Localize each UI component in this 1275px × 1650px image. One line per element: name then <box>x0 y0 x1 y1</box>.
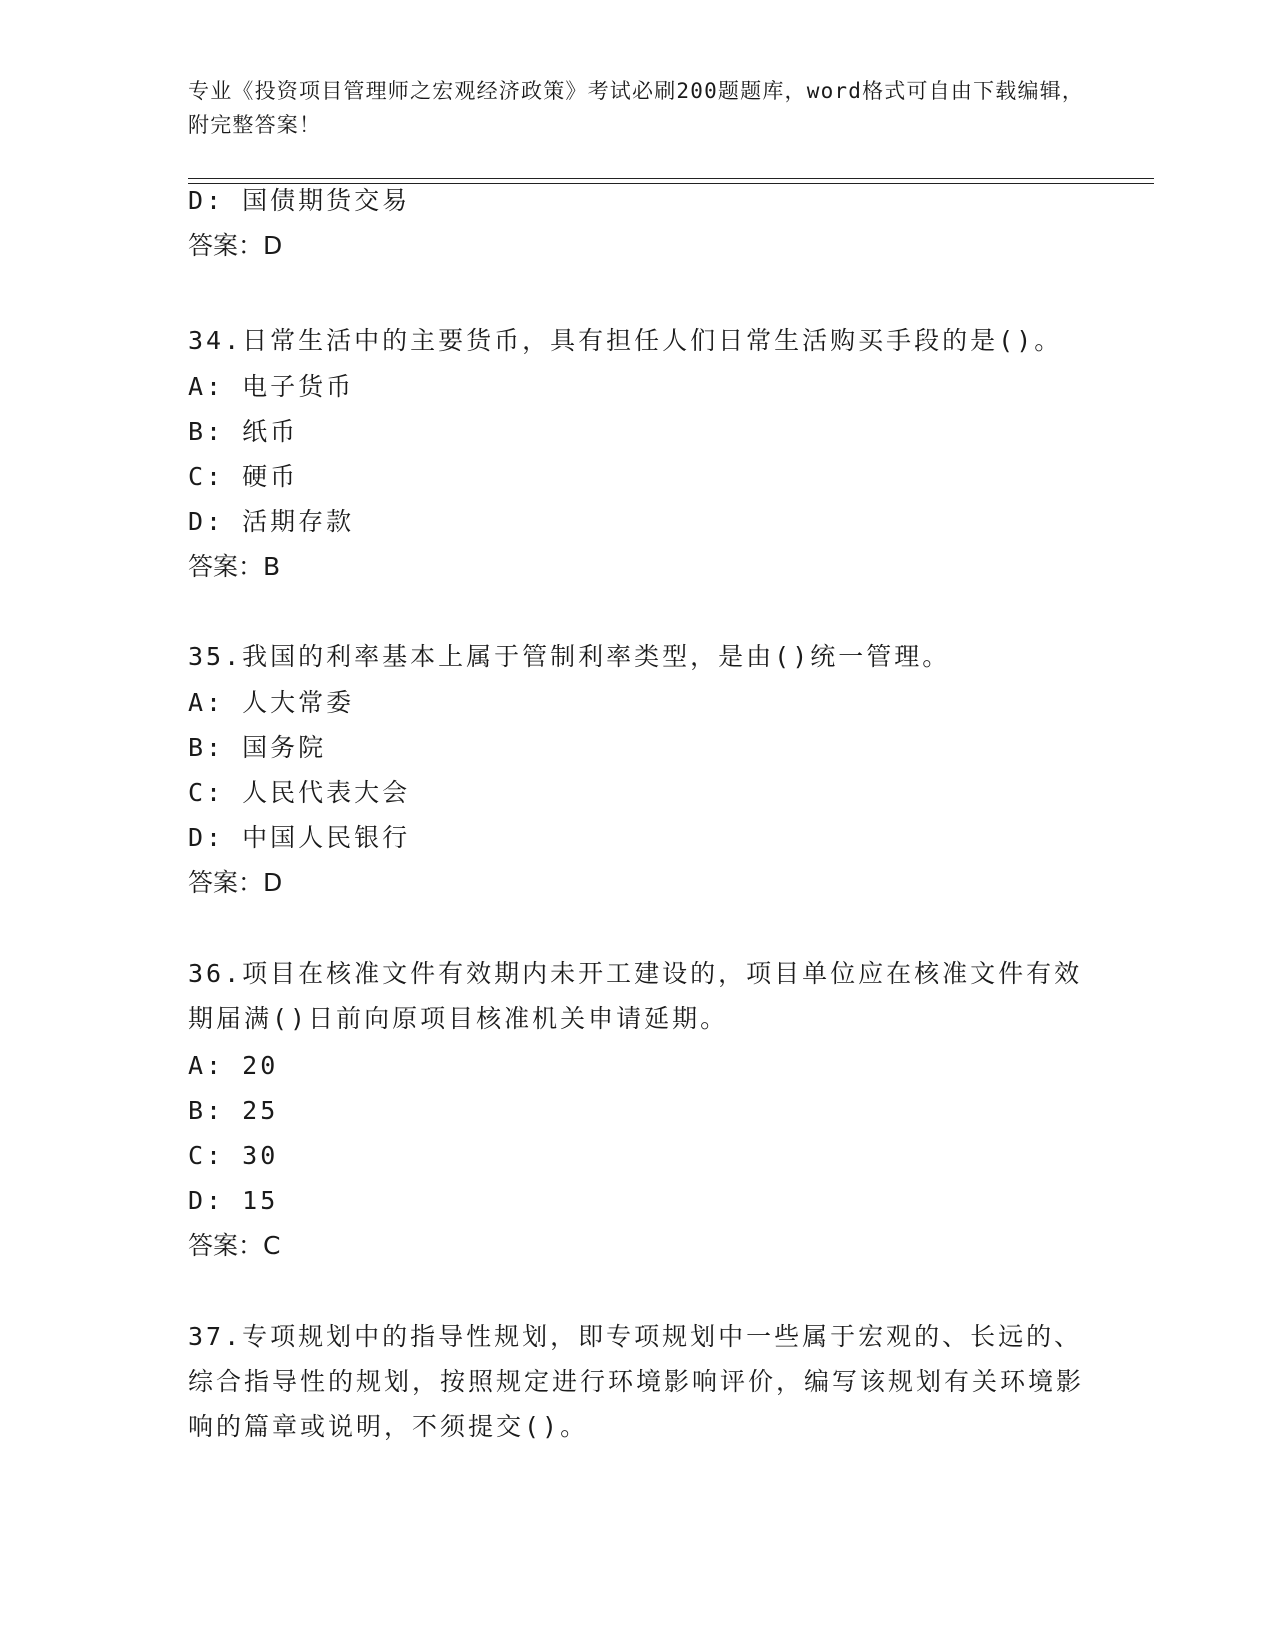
question-stem: 37.专项规划中的指导性规划，即专项规划中一些属于宏观的、长远的、综合指导性的规划，按照规定进行环境影响评价，编写该规划有关环境影响的篇章或说明，不须提交()。 <box>188 1322 1085 1441</box>
header-rule <box>188 178 1154 179</box>
option-c: C: 人民代表大会 <box>188 778 411 807</box>
question-stem: 35.我国的利率基本上属于管制利率类型，是由()统一管理。 <box>188 642 951 671</box>
option-d: D: 活期存款 <box>188 507 355 536</box>
header-rule-double <box>188 183 1154 184</box>
option-b: B: 25 <box>188 1096 279 1125</box>
option-a: A: 人大常委 <box>188 688 355 717</box>
option-a: A: 电子货币 <box>188 372 355 401</box>
answer: 答案：D <box>188 868 283 897</box>
option-d: D: 15 <box>188 1186 279 1215</box>
answer: 答案：B <box>188 552 281 581</box>
option-c: C: 硬币 <box>188 462 299 491</box>
answer: 答案：C <box>188 1231 281 1260</box>
option-d: D: 国债期货交易 <box>188 186 411 215</box>
option-a: A: 20 <box>188 1051 279 1080</box>
question-stem: 34.日常生活中的主要货币，具有担任人们日常生活购买手段的是()。 <box>188 326 1063 355</box>
option-c: C: 30 <box>188 1141 279 1170</box>
option-b: B: 国务院 <box>188 733 327 762</box>
option-d: D: 中国人民银行 <box>188 823 411 852</box>
answer: 答案：D <box>188 231 283 260</box>
document-header: 专业《投资项目管理师之宏观经济政策》考试必刷200题题库，word格式可自由下载编辑，附完整答案！ <box>188 79 1085 137</box>
question-stem: 36.项目在核准文件有效期内未开工建设的，项目单位应在核准文件有效期届满()日前向原项目核准机关申请延期。 <box>188 959 1083 1033</box>
option-b: B: 纸币 <box>188 417 299 446</box>
